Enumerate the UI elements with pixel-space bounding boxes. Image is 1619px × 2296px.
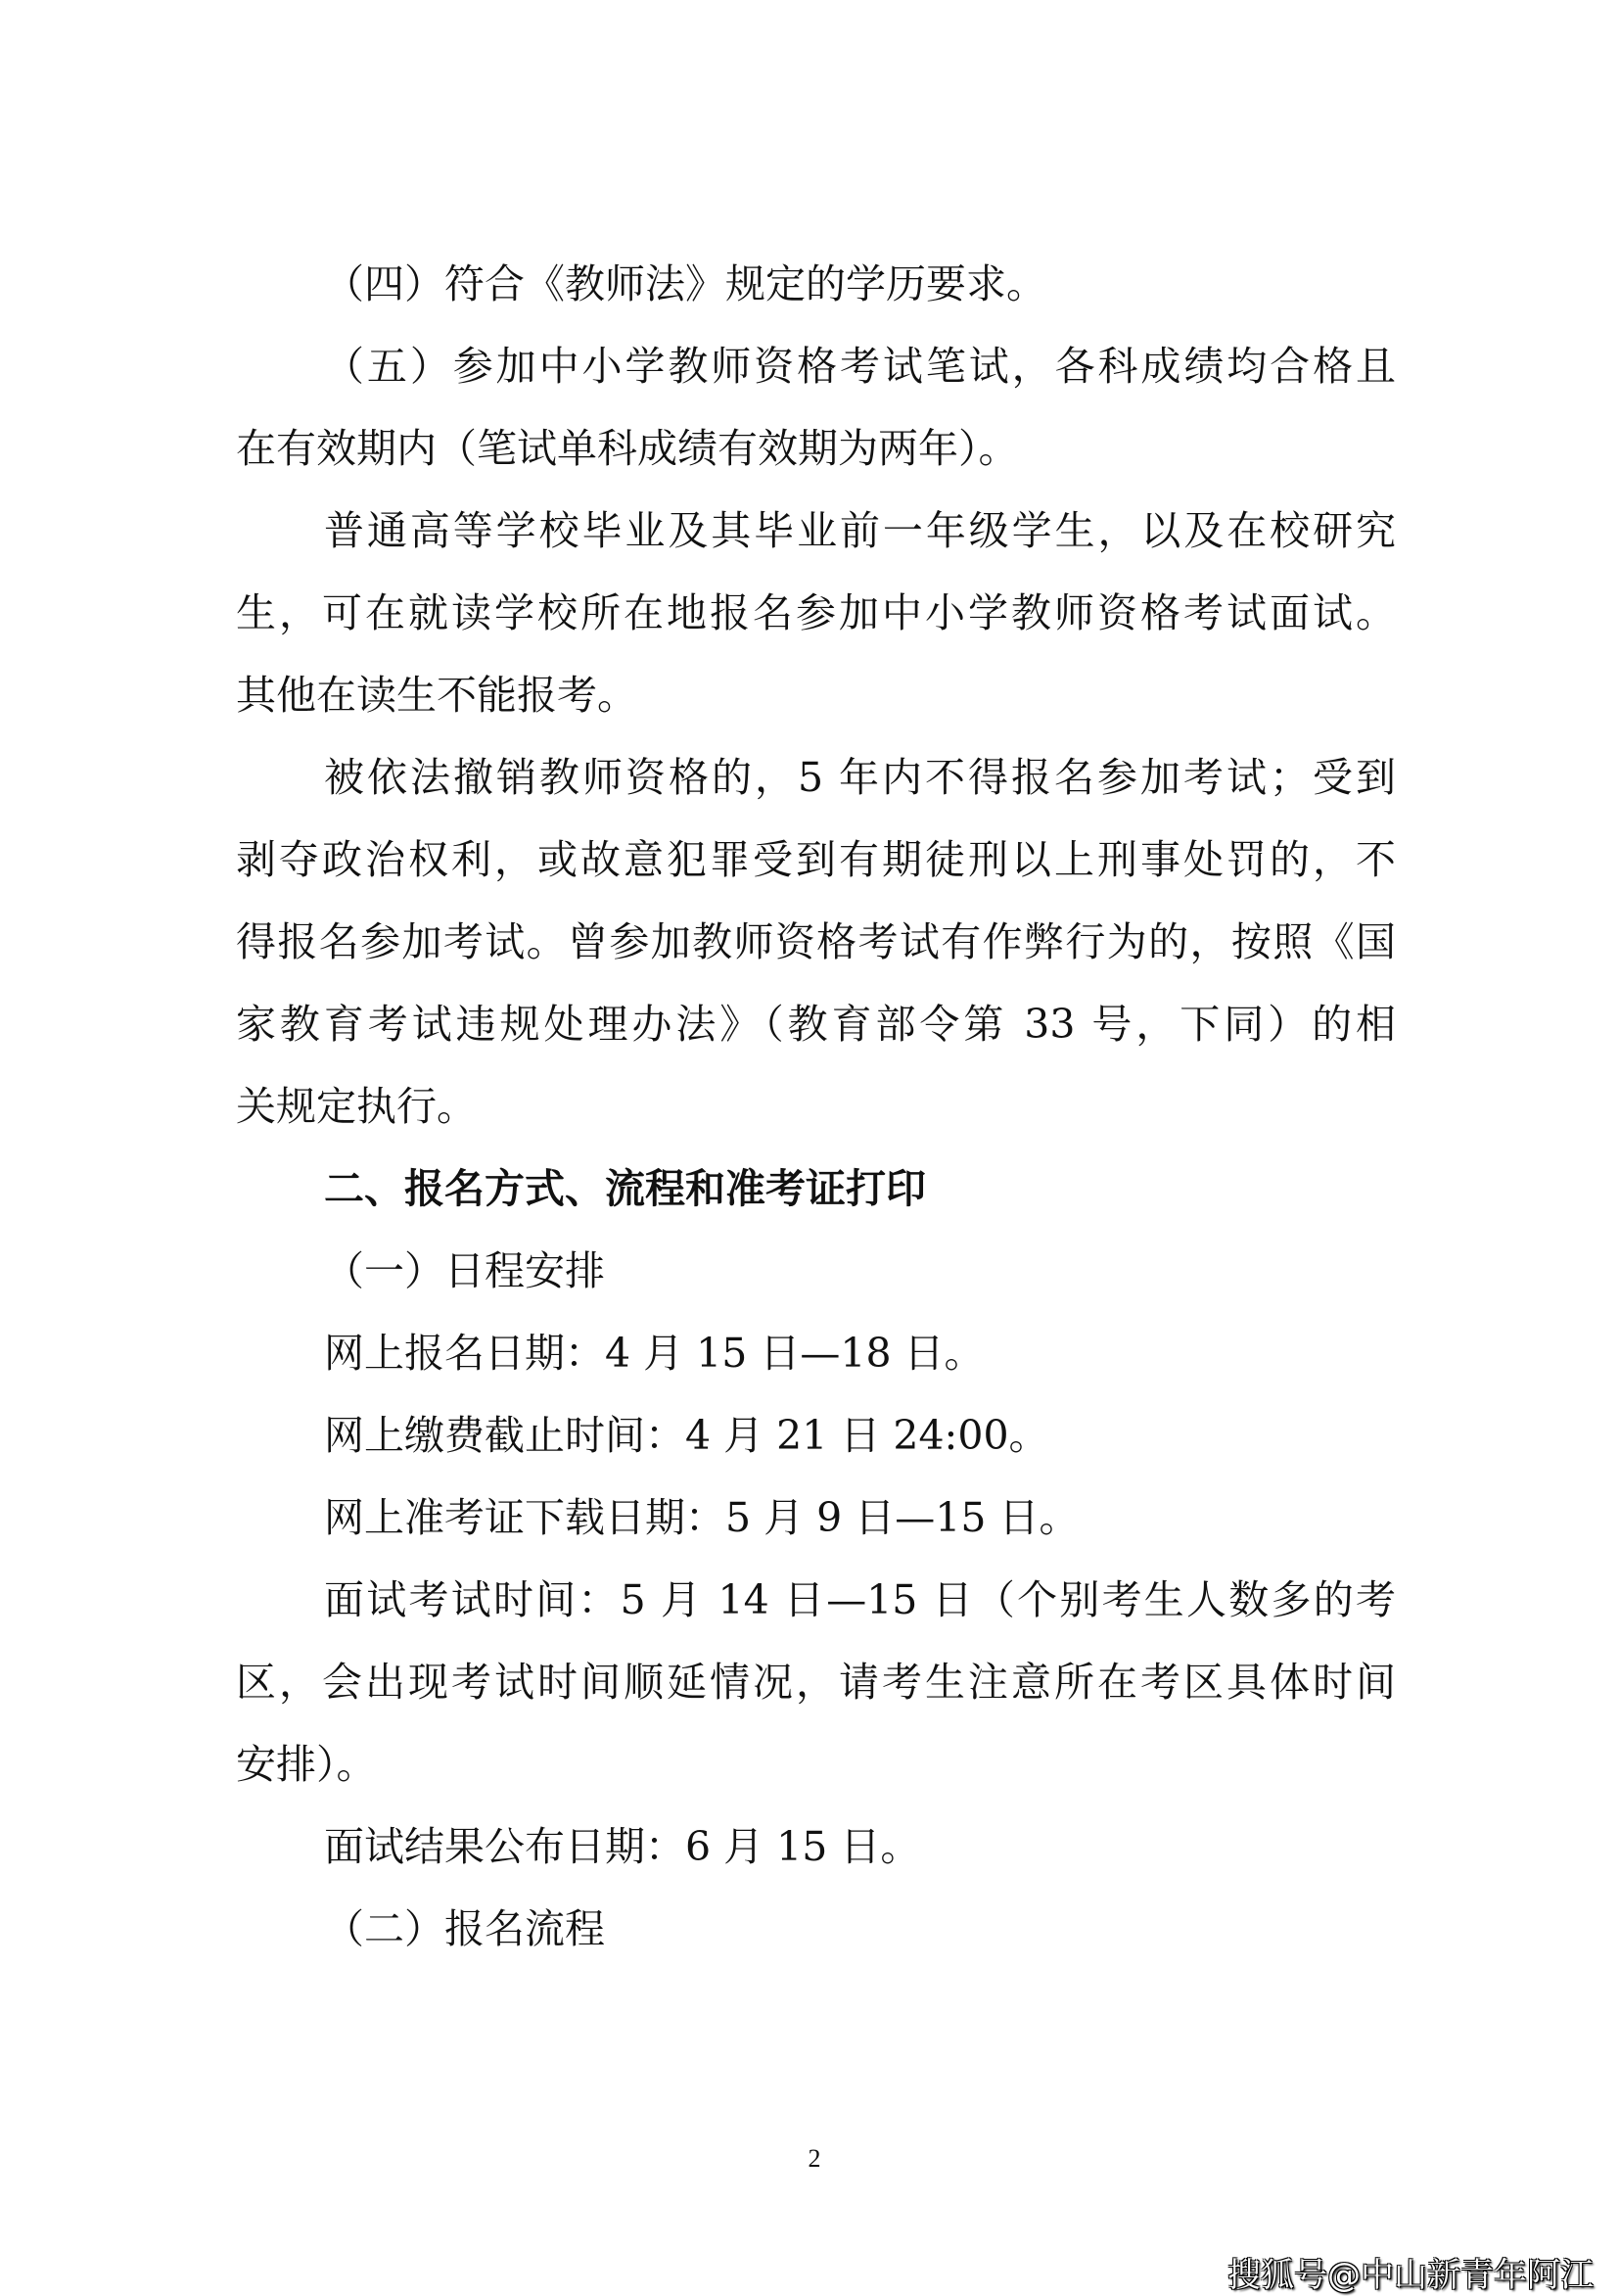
text-line: 关规定执行。 xyxy=(236,1083,477,1130)
text-line: 在有效期内（笔试单科成绩有效期为两年）。 xyxy=(236,425,1019,472)
paragraph xyxy=(236,736,1396,1148)
page-number: 2 xyxy=(808,2144,821,2173)
text-line: （五）参加中小学教师资格考试笔试，各科成绩均合格且 xyxy=(324,343,1396,390)
paragraph xyxy=(236,1230,1396,1312)
text-line: 生，可在就读学校所在地报名参加中小学教师资格考试面试。 xyxy=(236,589,1396,636)
text-line: 普通高等学校毕业及其毕业前一年级学生，以及在校研究 xyxy=(324,507,1396,554)
paragraph xyxy=(236,1559,1396,1805)
paragraph xyxy=(236,1312,1396,1394)
paragraph xyxy=(236,490,1396,736)
document-body xyxy=(236,243,1396,1970)
text-line: 二、报名方式、流程和准考证打印 xyxy=(324,1165,926,1212)
paragraph xyxy=(236,1394,1396,1476)
text-line: （一）日程安排 xyxy=(324,1247,605,1294)
watermark: 搜狐号@中山新青年阿江 xyxy=(1227,2256,1594,2295)
text-line: 面试结果公布日期：6 月 15 日。 xyxy=(324,1823,921,1870)
text-line: 网上报名日期：4 月 15 日—18 日。 xyxy=(324,1330,985,1377)
text-line: 网上准考证下载日期：5 月 9 日—15 日。 xyxy=(324,1494,1080,1541)
text-line: 得报名参加考试。曾参加教师资格考试有作弊行为的，按照《国 xyxy=(236,918,1396,965)
paragraph xyxy=(236,1805,1396,1888)
paragraph xyxy=(236,243,1396,325)
paragraph xyxy=(236,1476,1396,1559)
paragraph xyxy=(236,325,1396,490)
text-line: 面试考试时间：5 月 14 日—15 日（个别考生人数多的考 xyxy=(324,1576,1396,1623)
text-line: 被依法撤销教师资格的，5 年内不得报名参加考试；受到 xyxy=(324,754,1396,801)
text-line: 家教育考试违规处理办法》（教育部令第 33 号，下同）的相 xyxy=(236,1001,1396,1048)
paragraph xyxy=(236,1888,1396,1970)
text-line: 安排）。 xyxy=(236,1741,377,1788)
text-line: 区，会出现考试时间顺延情况，请考生注意所在考区具体时间 xyxy=(236,1659,1396,1706)
text-line: 其他在读生不能报考。 xyxy=(236,672,637,719)
text-line: （四）符合《教师法》规定的学历要求。 xyxy=(324,260,1046,307)
text-line: 网上缴费截止时间：4 月 21 日 24:00。 xyxy=(324,1412,1049,1459)
section-heading xyxy=(236,1148,1396,1230)
text-line: （二）报名流程 xyxy=(324,1905,605,1952)
text-line: 剥夺政治权利，或故意犯罪受到有期徒刑以上刑事处罚的，不 xyxy=(236,836,1396,883)
